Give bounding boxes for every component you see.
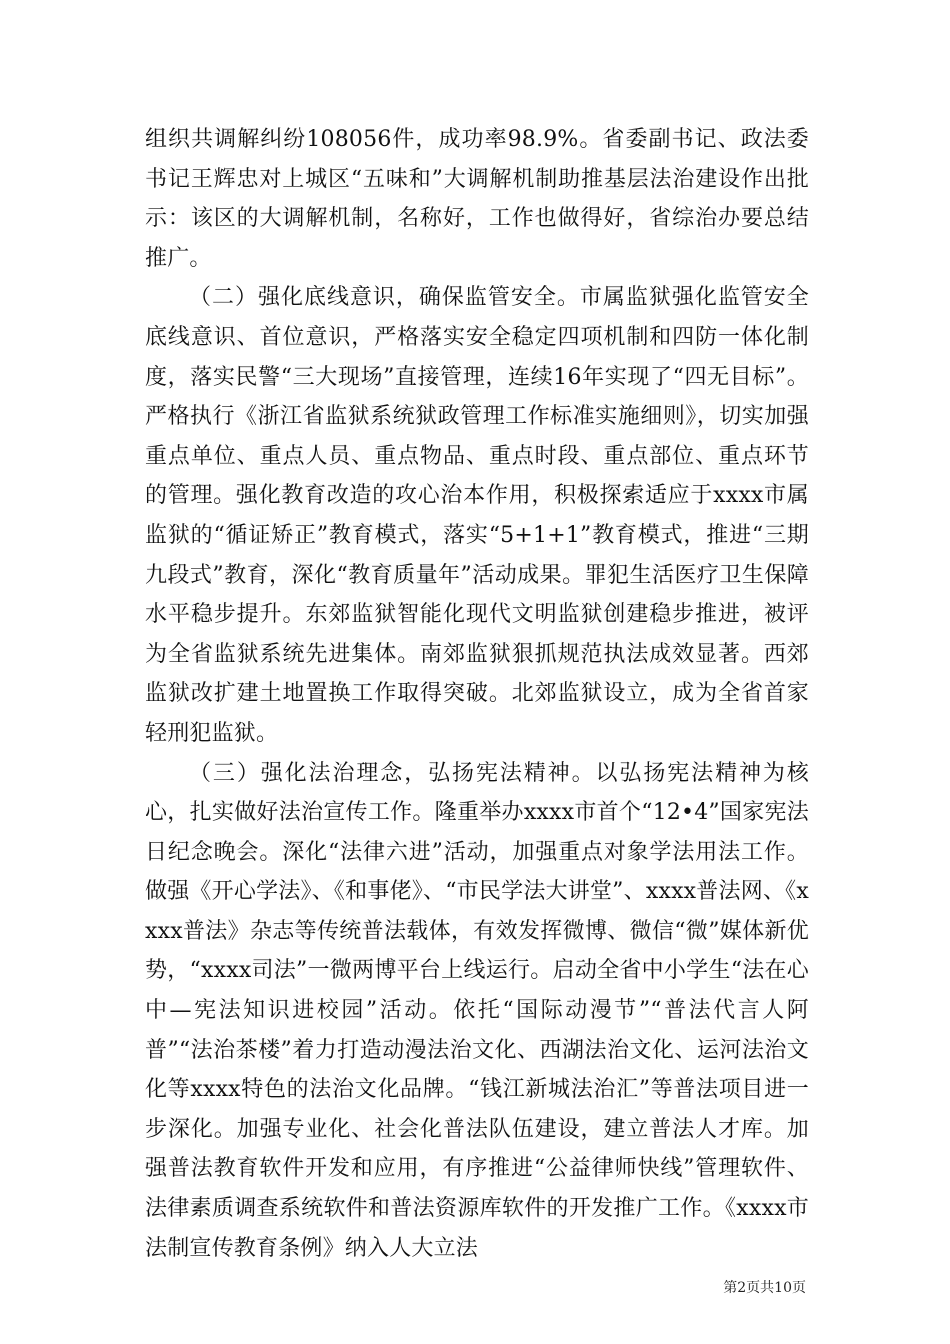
paragraph-section-3: （三）强化法治理念，弘扬宪法精神。以弘扬宪法精神为核心，扎实做好法治宣传工作。隆重举办xxxx市首个“12•4”国家宪法日纪念晚会。深化“法律六进”活动，加强重点对象学法用法工作。做强《开心学法》、《和事佬》、“市民学法大讲堂”、xxxx普法网、《xxxx普法》杂志等传统普法载体，有效发挥微博、微信“微”媒体新优势，“xxxx司法”一微两博平台上线运行。启动全省中小学生“法在心中—宪法知识进校园”活动。依托“国际动漫节”“普法代言人阿普”“法治茶楼”着力打造动漫法治文化、西湖法治文化、运河法治文化等xxxx特色的法治文化品牌。“钱江新城法治汇”等普法项目进一步深化。加强专业化、社会化普法队伍建设，建立普法人才库。加强普法教育软件开发和应用，有序推进“公益律师快线”管理软件、法律素质调查系统软件和普法资源库软件的开发推广工作。《xxxx市法制宣传教育条例》纳入人大立法: [145, 760, 809, 1261]
page-number-footer: 第2页共10页: [723, 1280, 806, 1296]
document-body: [145, 120, 809, 1268]
paragraph-continuation: 组织共调解纠纷108056件，成功率98.9%。省委副书记、政法委书记王辉忠对上城区“五味和”大调解机制助推基层法治建设作出批示：该区的大调解机制，名称好，工作也做得好，省综治办要总结推广。: [145, 127, 809, 271]
paragraph-section-2: （二）强化底线意识，确保监管安全。市属监狱强化监管安全底线意识、首位意识，严格落实安全稳定四项机制和四防一体化制度，落实民警“三大现场”直接管理，连续16年实现了“四无目标”。严格执行《浙江省监狱系统狱政管理工作标准实施细则》，切实加强重点单位、重点人员、重点物品、重点时段、重点部位、重点环节的管理。强化教育改造的攻心治本作用，积极探索适应于xxxx市属监狱的“循证矫正”教育模式，落实“5+1+1”教育模式，推进“三期九段式”教育，深化“教育质量年”活动成果。罪犯生活医疗卫生保障水平稳步提升。东郊监狱智能化现代文明监狱创建稳步推进，被评为全省监狱系统先进集体。南郊监狱狠抓规范执法成效显著。西郊监狱改扩建土地置换工作取得突破。北郊监狱设立，成为全省首家轻刑犯监狱。: [145, 285, 809, 746]
